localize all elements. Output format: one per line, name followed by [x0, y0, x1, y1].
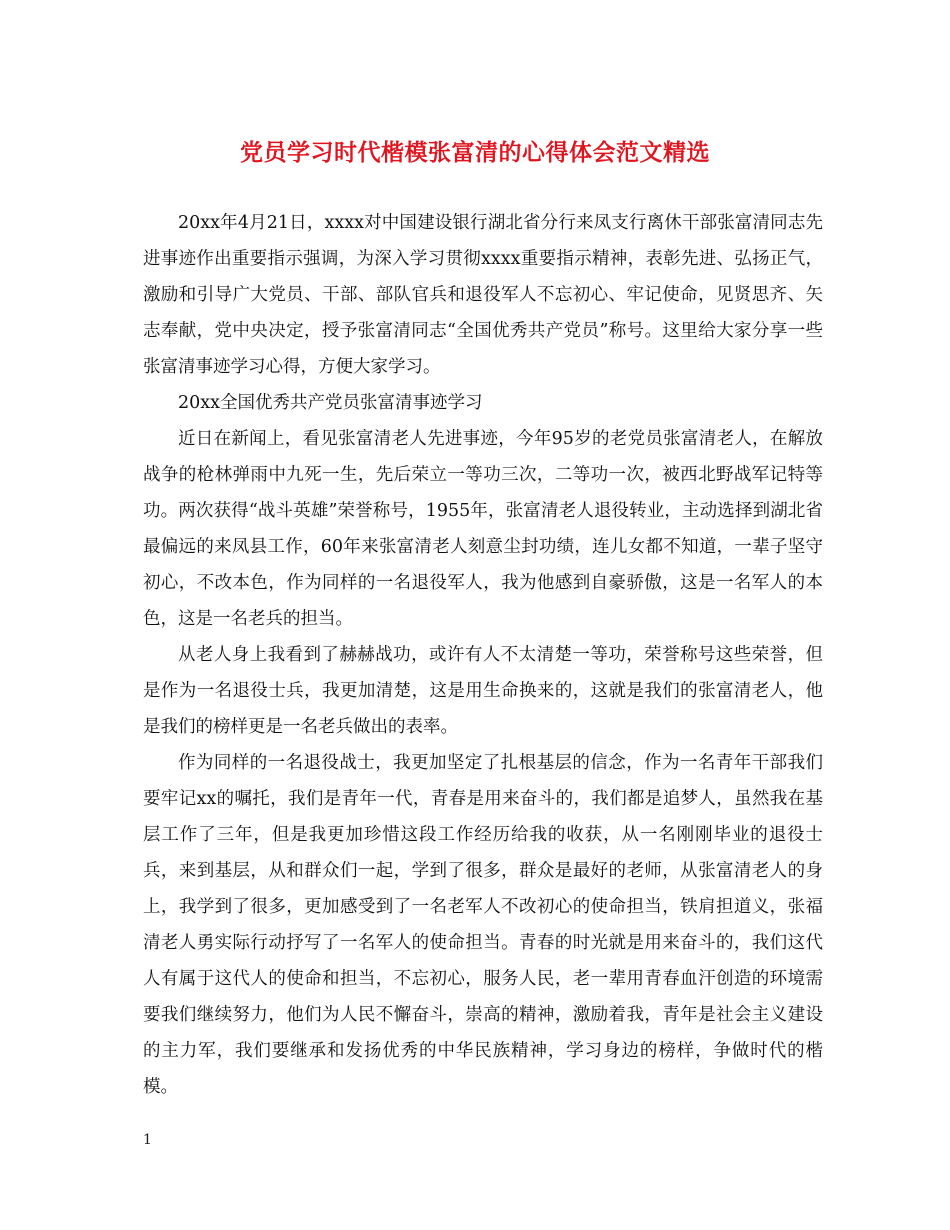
paragraph-reflection: 作为同样的一名退役战士，我更加坚定了扎根基层的信念，作为一名青年干部我们要牢记xx的嘱托，我们是青年一代，青春是用来奋斗的，我们都是追梦人，虽然我在基层工作了三年，但是我更加珍惜这段工作经历给我的收获，从一名刚刚毕业的退役士兵，来到基层，从和群众们一起，学到了很多，群众是最好的老师，从张富清老人的身上，我学到了很多，更加感受到了一名老军人不改初心的使命担当，铁肩担道义，张福清老人勇实际行动抒写了一名军人的使命担当。青春的时光就是用来奋斗的，我们这代人有属于这代人的使命和担当，不忘初心，服务人民，老一辈用青春血汗创造的环境需要我们继续努力，他们为人民不懈奋斗，崇高的精神，激励着我，青年是社会主义建设的主力军，我们要继承和发扬优秀的中华民族精神，学习身边的榜样，争做时代的楷模。	[143, 753, 823, 1097]
document-body	[143, 205, 823, 1105]
document-title: 党员学习时代楷模张富清的心得体会范文精选	[240, 139, 710, 166]
paragraph-intro: 20xx年4月21日，xxxx对中国建设银行湖北省分行来凤支行离休干部张富清同志先进事迹作出重要指示强调，为深入学习贯彻xxxx重要指示精神，表彰先进、弘扬正气，激励和引导广大党员、干部、部队官兵和退役军人不忘初心、牢记使命，见贤思齐、矢志奉献，党中央决定，授予张富清同志“全国优秀共产党员”称号。这里给大家分享一些张富清事迹学习心得，方便大家学习。	[143, 213, 823, 377]
page-number: 1	[143, 1132, 152, 1148]
paragraph-honors: 从老人身上我看到了赫赫战功，或许有人不太清楚一等功，荣誉称号这些荣誉，但是作为一名退役士兵，我更加清楚，这是用生命换来的，这就是我们的张富清老人，他是我们的榜样更是一名老兵做出的表率。	[143, 645, 823, 737]
paragraph-news: 近日在新闻上，看见张富清老人先进事迹，今年95岁的老党员张富清老人，在解放战争的枪林弹雨中九死一生，先后荣立一等功三次，二等功一次，被西北野战军记特等功。两次获得“战斗英雄”荣誉称号，1955年，张富清老人退役转业，主动选择到湖北省最偏远的来凤县工作，60年来张富清老人刻意尘封功绩，连儿女都不知道，一辈子坚守初心，不改本色，作为同样的一名退役军人，我为他感到自豪骄傲，这是一名军人的本色，这是一名老兵的担当。	[143, 429, 823, 629]
section-heading: 20xx全国优秀共产党员张富清事迹学习	[178, 393, 483, 413]
